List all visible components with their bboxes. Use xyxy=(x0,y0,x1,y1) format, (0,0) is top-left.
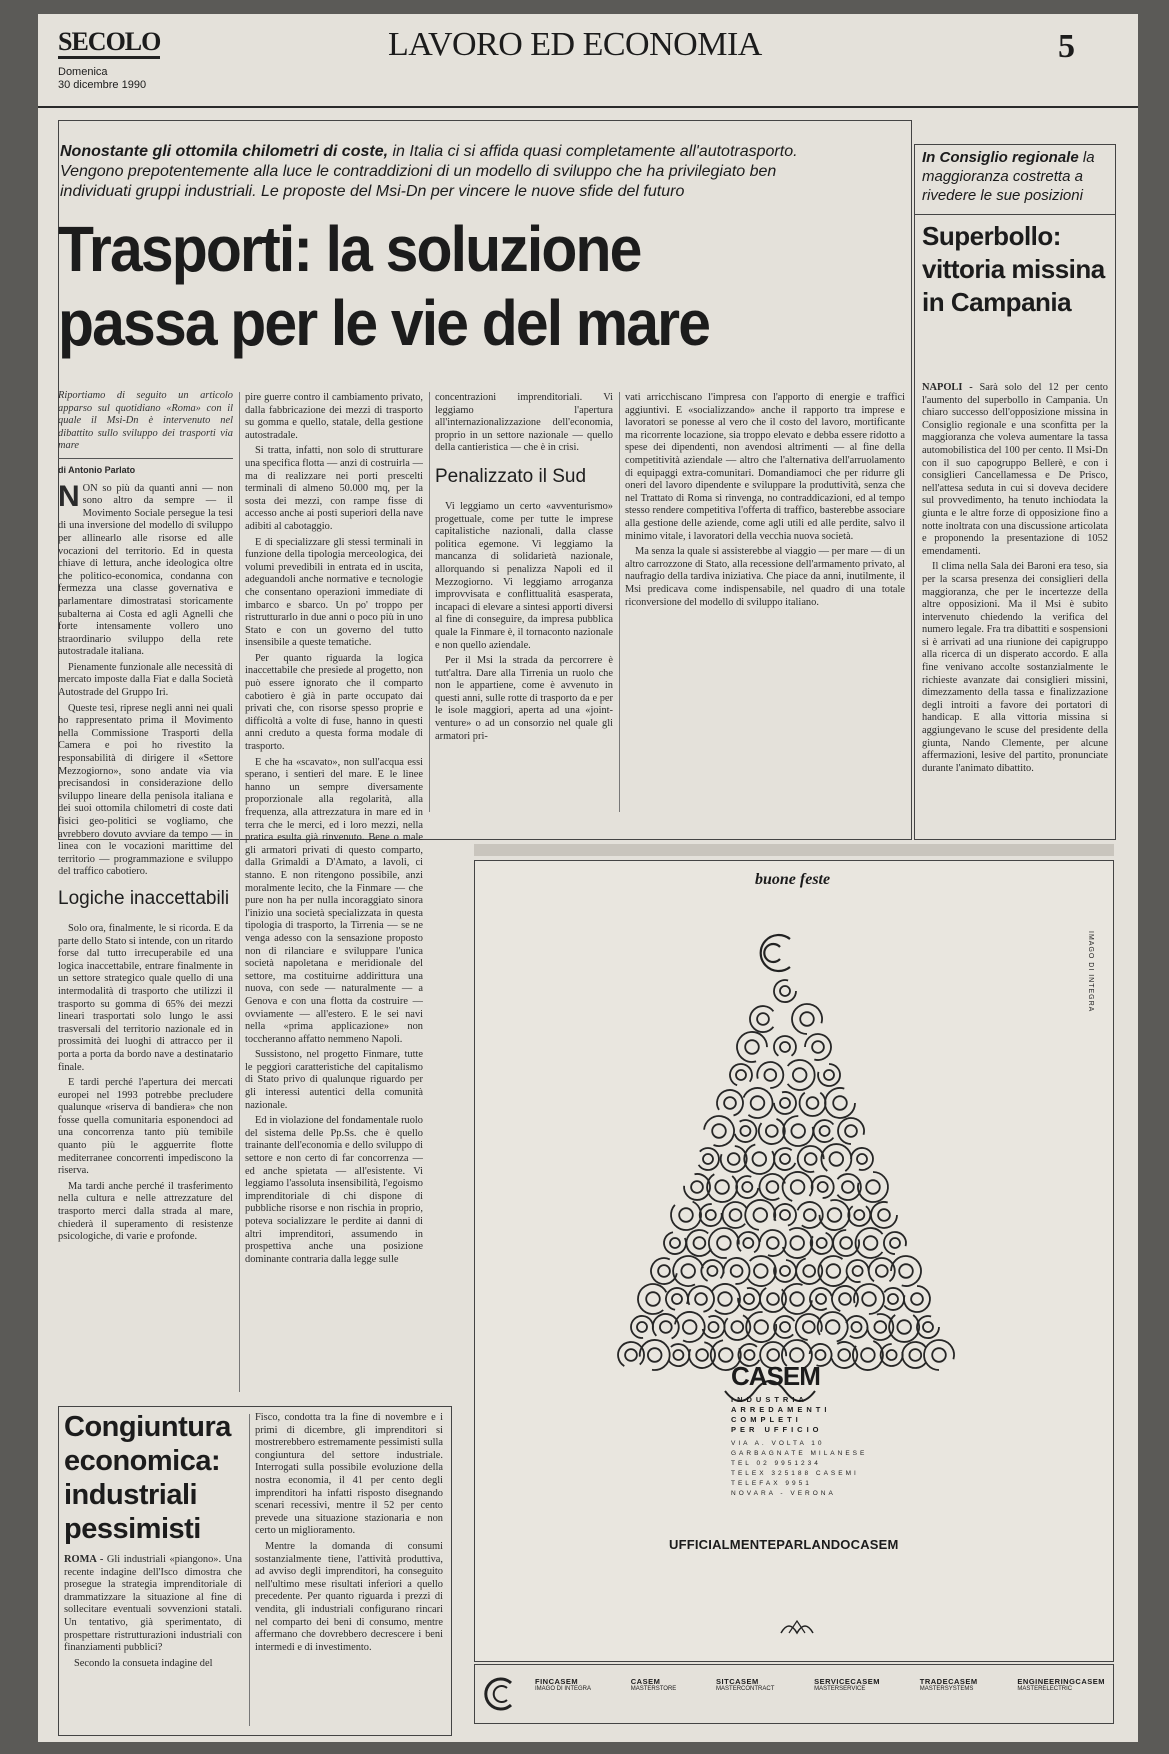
casem-tagline-1: INDUSTRIA xyxy=(731,1395,808,1404)
tree-illustration xyxy=(575,891,995,1431)
tree-c-shape xyxy=(881,1344,903,1366)
tree-c-shape xyxy=(757,1062,783,1088)
cong-col-1 xyxy=(64,1554,242,1730)
tree-ring xyxy=(754,1208,768,1222)
section-title: LAVORO ED ECONOMIA xyxy=(388,26,762,63)
tree-c-shape xyxy=(738,1288,760,1310)
tree-ring xyxy=(833,1096,847,1110)
tree-c-shape xyxy=(760,1230,786,1256)
tree-ring xyxy=(909,1349,921,1361)
footer-brand-4 xyxy=(920,1677,978,1692)
tree-c-shape xyxy=(721,1146,747,1172)
tree-ring xyxy=(764,1069,776,1081)
tree-ring xyxy=(805,1153,817,1165)
main-col-2-p5: Sussistono, nel progetto Finmare, tutte le peggiori caratteristiche del capitalismo di Stato privo di qualunque riguardo per gli interessi autentici della comunità nazionale. xyxy=(245,1049,423,1111)
footer-brands xyxy=(535,1677,1105,1692)
tree-ring xyxy=(888,1294,898,1304)
tree-ring xyxy=(803,1265,815,1277)
main-subhead-1: Logiche inaccettabili xyxy=(58,887,230,909)
tree-c-shape xyxy=(684,1174,710,1200)
footer-brand-0 xyxy=(535,1677,591,1692)
tree-ring xyxy=(817,1238,827,1248)
tree-c-shape xyxy=(851,1148,873,1170)
cong-p3: Mentre la domanda di consumi sostanzialmente tiene, l'attività produttiva, ad avviso degli imprenditori, ha conseguito nell'ultimo mese risultati inferiori a quello precedente. Per quanto riguarda i prezzi di vendita, gli industriali configurano rincari nel comparto dei beni di consumo, mentre affermano che dovrebbero decrescere i beni intermedi e di investimento. xyxy=(255,1540,443,1653)
tree-ring xyxy=(866,1180,880,1194)
tree-ring xyxy=(681,1264,695,1278)
tree-c-shape xyxy=(810,1288,832,1310)
tree-c-shapes xyxy=(618,980,954,1370)
tree-ring xyxy=(791,1180,805,1194)
casem-advertisement xyxy=(474,860,1114,1662)
tree-c-shape xyxy=(736,1176,758,1198)
footer-brand-1 xyxy=(631,1677,677,1692)
cong-p2: Fisco, condotta tra la fine di novembre e i primi di dicembre, gli imprenditori si mostrerebbero estremamente pessimisti sulla congiuntura del settore industriale. Interrogati sulla possibile evoluzione della nostra economia, il 41 per cento degli imprenditori ha infatti risposto disegnando scenari recessivi, mentre il 52 per cento prevede una situazione stazionaria e non certo un miglioramento. xyxy=(255,1412,443,1537)
tree-ring xyxy=(862,1292,876,1306)
footer-brand-1-sub: MASTERSTORE xyxy=(630,1686,677,1692)
issue-weekday: Domenica xyxy=(58,66,108,78)
tree-ring xyxy=(625,1349,637,1361)
casem-address-1: VIA A. VOLTA 10 xyxy=(731,1440,825,1447)
tree-ring xyxy=(730,1209,742,1221)
lead-rule xyxy=(58,458,233,459)
tree-ring xyxy=(731,1321,743,1333)
footer-brand-5 xyxy=(1017,1677,1105,1692)
tree-c-shape xyxy=(759,1174,785,1200)
dropcap: N xyxy=(58,479,80,513)
side-kicker-text: la maggioranza costretta a rivedere le sue posizioni xyxy=(922,149,1095,204)
newspaper-page xyxy=(38,14,1138,1742)
tree-ring xyxy=(780,986,790,996)
tree-c-shape xyxy=(812,1176,834,1198)
tree-ring xyxy=(731,1265,743,1277)
issue-full-date: 30 dicembre 1990 xyxy=(58,79,147,91)
main-col-1-p5: Ma tardi anche perché il trasferimento nella cultura e nelle attrezzature del trasporto merci dalla strada al mare, chiederà il superamento di resistenze psicologiche, di varie e profonde. xyxy=(58,1180,233,1243)
tree-c-shape xyxy=(884,1232,906,1254)
main-col-1-p4: E tardi perché l'apertura dei mercati europei nel 1993 potrebbe precludere qualunque «riserva di bandiera» che non fosse quella comunitaria esponendoci ad una concorrenza tanto più temibile quanto più le agguerrite flotte mediterranee concorrenti impediscono la riserva. xyxy=(58,1077,233,1177)
tree-ring xyxy=(670,1238,680,1248)
tree-c-shape xyxy=(666,1288,688,1310)
tree-c-shape xyxy=(671,1202,701,1230)
ad-ornament-icon xyxy=(777,1613,817,1639)
main-col-2-p0: pire guerre contro il cambiamento privato, dalla fabbricazione dei mezzi di trasporto su gomma e quello, statale, della gestione autostradale. xyxy=(245,392,423,441)
tree-ring xyxy=(932,1348,946,1362)
casem-tagline-4: PER UFFICIO xyxy=(731,1425,823,1434)
tree-ring xyxy=(861,1348,875,1362)
tree-ring xyxy=(887,1350,897,1360)
tree-c-shape xyxy=(774,1204,796,1226)
tree-ring xyxy=(646,1292,660,1306)
tree-c-shape xyxy=(811,1233,833,1254)
paper-name: SECOLO xyxy=(58,28,160,59)
casem-address-3: TEL 02 9951234 xyxy=(731,1460,821,1467)
main-col-3 xyxy=(435,392,613,817)
main-col-3-p1: Vi leggiamo un certo «avventurismo» progettuale, come per tutte le imprese capitalistiche nazionali, dalla classe politica egemone. Vi leggiamo la mancanza di solidarietà nazionale, allorquando si penalizza Napoli ed il Mezzogiorno. Vi leggiamo arroganza improvvisata e conflittualità esasperata, incapaci di elevare a sintesi apporti diversi al fine di conseguire, da impresa pubblica quale la Finmare è, il tornaconto nazionale e non quello aziendale. xyxy=(435,500,613,651)
tree-ring xyxy=(839,1293,851,1305)
tree-ring xyxy=(743,1238,753,1248)
tree-ring xyxy=(803,1321,815,1333)
casem-address-5: TELEFAX 9951 xyxy=(731,1480,812,1487)
tree-ring xyxy=(683,1320,697,1334)
tree-c-shape xyxy=(730,1064,752,1085)
tree-c-shape xyxy=(800,1093,826,1116)
col-rule-3 xyxy=(619,392,620,812)
tree-ring xyxy=(876,1265,888,1277)
tree-c-shape xyxy=(774,1260,796,1282)
tree-c-shape xyxy=(818,1064,840,1086)
tree-c-shape xyxy=(703,1316,725,1338)
tree-ring xyxy=(852,1322,862,1332)
tree-c-shape xyxy=(825,1088,855,1118)
footer-brand-4-name: TRADECASEM xyxy=(919,1677,978,1686)
tree-c-shape xyxy=(774,980,796,1002)
main-col-3-p0: concentrazioni imprenditoriali. Vi leggiamo l'apertura all'internazionalizzazione dell'economia, proprio in un settore nazionale — quello della cantieristica — che è in crisi. xyxy=(435,392,613,454)
tree-c-shape xyxy=(735,1120,757,1142)
tree-ring xyxy=(842,1181,854,1193)
tree-c-shape xyxy=(744,1088,773,1118)
tree-ring xyxy=(878,1209,890,1221)
tree-c-shape xyxy=(748,1256,776,1286)
tree-c-shape xyxy=(924,1340,954,1370)
main-col-2 xyxy=(245,392,423,1392)
tree-c-shape xyxy=(653,1314,679,1339)
tree-c-shape xyxy=(701,1260,723,1281)
main-headline-line1: Trasporti: la soluzione xyxy=(58,213,641,285)
casem-tagline-3: COMPLETI xyxy=(731,1415,802,1424)
tree-c-shape xyxy=(821,1144,851,1171)
cong-col-rule xyxy=(249,1414,250,1726)
tree-c-shape xyxy=(902,1342,925,1368)
tree-ring xyxy=(707,1266,717,1276)
tree-c-shape xyxy=(846,1316,867,1338)
casem-address xyxy=(731,1439,901,1499)
tree-ring xyxy=(717,1236,731,1250)
main-col-2-p2: E di specializzare gli stessi terminali in funzione della tipologia merceologica, dei volumi prevedibili in entrata ed in uscita, adeguandoli anche normative e tecnologie che consentano operazioni immediate di imbarco e sbarco. Un po' troppo per ristrutturarlo in due anni o poco più in uno Stato e con un governo del tutto insensibile a queste tematiche. xyxy=(245,536,423,649)
tree-ring xyxy=(818,1182,828,1192)
tree-ring xyxy=(791,1124,805,1138)
main-col-1-p0-text: ON so più da quanti anni — non sono altro da sempre — il Movimento Sociale persegue la tesi di una inversione del modello di sviluppo per allinearlo alle risorse ed alle vocazioni del territorio. Ed in questa chiave di lettura, anche ideologica oltre che politico-economica, condanna con fermezza una classe governativa e parlamentare dimostratasi storicamente subalterna ai Costa ed agli Agnelli che forte intensamente vollero uno straordinario sviluppo della rete autostradale italiana. xyxy=(58,482,233,658)
tree-ring xyxy=(691,1181,703,1193)
tree-c-shape xyxy=(744,1145,774,1174)
tree-c-shape xyxy=(871,1202,897,1228)
tree-ring xyxy=(728,1153,740,1165)
tree-c-shape xyxy=(792,1004,822,1034)
main-col-2-p6: Ed in violazione del fondamentale ruolo del sistema delle Pp.Ss. che è quello trainante dell'economia e dello sviluppo di settore e non certo di far concorrenza — ed anche spietata — all'esistente. Vi leggiamo l'assoluta insensibilità, l'egoismo imprenditoriale di chi dispone di pubbliche risorse e non rischia in proprio, poteva socializzare le perdite ai danni di altri imprenditori, assumendo in prospettiva anche una posizione dominante contraria dalla legge sulle xyxy=(245,1115,423,1265)
tree-c-shape xyxy=(631,1316,653,1338)
tree-ring xyxy=(824,1070,834,1080)
casem-address-2: GARBAGNATE MILANESE xyxy=(731,1450,868,1457)
casem-logo: CASEM xyxy=(731,1361,820,1391)
tree-c-shape xyxy=(745,1200,775,1230)
tree-c-shape xyxy=(774,1092,796,1114)
tree-ring xyxy=(793,1068,807,1082)
main-col-2-p1: Si tratta, infatti, non solo di strutturare una specifica flotta — anzi di costruirla — ma di realizzare nei porti prescelti terminali di almeno 50.000 mq, per la sosta dei mezzi, con rampe fisse di accesso anche ai posti superiori della nave adibiti al cabotaggio. xyxy=(245,445,423,532)
tree-ring xyxy=(816,1350,826,1360)
tree-ring xyxy=(820,1126,830,1136)
side-p1: Il clima nella Sala dei Baroni era teso, sia per la scarsa presenza dei consiglieri della maggioranza, che per le incertezze della altre opposizioni. Ma il Msi è subito intervenuto chiedendo la verifica del numero legale. Fra tra dibattiti e sospensioni si è arrivati ad una riunione dei capigruppo alla ricerca di un disperato accordo. E alla fine venivano accolte sostanzialmente le richieste avanzate dai consiglieri missini, dimezzamento della tassa e finalizzazione degli introiti a favore dei portatori di handicap. E alla vittoria missina si aggiungevano le scuse del presidente della giunta, Nando Clemente, per alcune affermazioni, lesive del partito, pronunciate durante l'animato dibattito. xyxy=(922,561,1108,774)
main-col-2-p3: Per quanto riguarda la logica inaccettabile che presiede al progetto, non può essere ignorato che il comparto cabotiero è già in parte occupato dai privati che, con risorse spesso proprie e difficoltà a volte di fuse, hanno in questi anni creduto a questa forma modale di trasporto. xyxy=(245,652,423,753)
casem-tagline-2: ARREDAMENTI xyxy=(731,1405,831,1414)
main-col-2-p4: E che ha «scavato», non sull'acqua essi sperano, i sentieri del mare. E le linee hanno un sempre diversamente proporzionale alla regolarità, alla frequenza, alla attrezzatura in mare ed in terra che le merci, ed i loro mezzi, nella pratica esulta già rinvenuto. Bene o male gli armatori privati di questo comparto, dalla Grimaldi a D'Amato, a lavoli, ci stanno. E non ritengono possibile, anzi moralmente lecito, che la Finmare — che pure non ha per nulla incoraggiato sinora l'inizio una società specializzata in questa tipologia di trasporto, la Tirrenia — se ne venga adesso con la sensazione proposto non di rilanciare e sviluppare l'unica società napoletana e meridionale del settore, ma costituirne addirittura una nuova, con sede — naturalmente — a Genova e con una flotta da costruire — ovviamente — all'estero. E le sei navi nella «prima applicazione» non toccheranno affatto nemmeno Napoli. xyxy=(245,756,423,1045)
side-headline: Superbollo: vittoria missina in Campania xyxy=(922,221,1105,317)
footer-brand-3-sub: MASTERSERVICE xyxy=(814,1686,866,1692)
tree-ring xyxy=(845,1125,857,1137)
ad-footer xyxy=(474,1664,1114,1724)
main-col-1-body xyxy=(58,479,233,879)
tree-ring xyxy=(679,1208,693,1222)
side-kicker xyxy=(922,148,1110,205)
col-rule-1 xyxy=(239,392,240,1392)
tree-c-shape xyxy=(699,1148,719,1170)
tree-c-shape xyxy=(798,1146,824,1172)
page-number: 5 xyxy=(1058,28,1075,65)
tree-ring xyxy=(753,1152,767,1166)
tree-c-shape xyxy=(688,1286,714,1312)
main-subhead-2: Penalizzato il Sud xyxy=(435,465,587,487)
tree-ring xyxy=(857,1154,867,1164)
tree-ring xyxy=(890,1238,900,1248)
side-kicker-bold: In Consiglio regionale xyxy=(922,149,1079,166)
tree-ring xyxy=(673,1350,683,1360)
tree-ring xyxy=(838,1349,850,1361)
main-col-1-p1: Pienamente funzionale alle necessità di mercato imposte dalla Fiat e dalla Società Autostrade del Gruppo Iri. xyxy=(58,661,233,699)
tree-ring xyxy=(766,1125,778,1137)
main-headline xyxy=(58,212,868,360)
main-byline: di Antonio Parlato xyxy=(58,464,136,475)
ad-slogan: UFFICIALMENTEPARLANDOCASEM xyxy=(669,1537,899,1552)
main-col-4-p0: vati arricchiscano l'impresa con l'apporto di energie e traffici aggiuntivi. E «socializzando» anche il rapporto tra imprese e lavoratori se ponesse al vero che il costo del lavoro, mortificante ma ricorrente locazione, sia troppo elevato e debba essere ridotto a spese dei dipendenti, non avendosi altrimenti — al fine della competitività aziendale — altro che l'alternativa dell'arruolamento di equipaggi extra-comunitari. Domandiamoci che per ridurre gli oneri del lavoro dipendente e sviluppare la produttività, senza che nel Trattato di Roma si rinvenga, no contraddicazioni, ed al tempo stesso rendere competitiva l'offerta di traffico, basterebbe associare alla gestione delle aziende, come agli utili ed alle perdite, salvo il minimo vitale, i lavoratori della vecchia nuova società. xyxy=(625,392,905,542)
tree-c-shape xyxy=(712,1284,740,1314)
tree-ring xyxy=(830,1152,844,1166)
tree-c-shape xyxy=(759,1119,785,1144)
main-col-1-p0 xyxy=(58,479,233,659)
tree-ring xyxy=(800,1012,814,1026)
footer-brand-0-name: FINCASEM xyxy=(535,1677,579,1686)
tree-ring xyxy=(757,1013,769,1025)
footer-brand-4-sub: MASTERSYSTEMS xyxy=(919,1686,974,1692)
tree-ring xyxy=(828,1208,842,1222)
side-rule xyxy=(914,214,1116,215)
tree-c-shape xyxy=(717,1090,743,1116)
tree-ring xyxy=(724,1097,736,1109)
tree-ring xyxy=(751,1096,765,1110)
casem-c-logo-icon xyxy=(481,1675,519,1713)
tree-ring xyxy=(899,1264,913,1278)
tree-c-shape xyxy=(737,1232,759,1252)
main-col-3-p2: Per il Msi la strada da percorrere è tutt'altra. Dare alla Tirrenia un ruolo che non le appartiene, come è avvenuto in questi anni, sulle rotte di trasporto da e per le isole maggiori, aperta ad una «joint-venture» o ad un consorzio nel quale gli armatori pri- xyxy=(435,655,613,742)
tree-c-shape xyxy=(783,1228,812,1258)
masthead-rule xyxy=(38,106,1138,108)
tree-ring xyxy=(780,1042,790,1052)
tree-ring xyxy=(745,1350,755,1360)
tree-ring xyxy=(923,1322,933,1332)
footer-brand-5-name: ENGINEERINGCASEM xyxy=(1017,1677,1105,1686)
footer-brand-1-name: CASEM xyxy=(630,1677,661,1686)
footer-brand-3 xyxy=(814,1677,880,1692)
main-col-1-p3: Solo ora, finalmente, le si ricorda. E da parte dello Stato si intende, con un ritardo forse dal tutto irrecuperabile ed una logica inaccettabile, entrare finalmente in un settore strategico quale quello di una intermodalità di trasporto che utilizzi il trasporto su gomma di 65% dei mezzi lineari trasportati solo lungo le assi trasversali del territorio nazionale ed in prossimità dei luoghi di attracco per il porta a porta da bordo nave a destinatario finale. xyxy=(58,922,233,1073)
tree-c-shape xyxy=(707,1174,737,1202)
tree-c-shape xyxy=(783,1116,813,1146)
footer-brand-2 xyxy=(716,1677,774,1692)
tree-c-shape xyxy=(904,1286,930,1312)
side-body xyxy=(922,382,1108,832)
tree-c-shape xyxy=(805,1034,831,1060)
tree-ring xyxy=(790,1236,804,1250)
main-lead: Riportiamo di seguito un articolo apparso sul quotidiano «Roma» con il quale il Msi-Dn è intervenuto nel dibattito sullo sviluppo dei trasporti via mare xyxy=(58,390,233,452)
tree-c-shape xyxy=(847,1260,869,1282)
tree-ring xyxy=(897,1320,911,1334)
main-col-1 xyxy=(58,390,233,1400)
cong-dateline: ROMA - xyxy=(64,1554,104,1565)
tree-ring xyxy=(648,1348,662,1362)
tree-ring xyxy=(744,1294,754,1304)
tree-ring xyxy=(816,1294,826,1304)
col-rule-2 xyxy=(429,392,430,812)
tree-ring xyxy=(715,1180,729,1194)
tree-c-shape xyxy=(723,1202,747,1228)
tree-c-shape xyxy=(788,1060,815,1090)
tree-c-shape xyxy=(709,1228,739,1258)
tree-ring xyxy=(840,1237,852,1249)
tree-ring xyxy=(780,1210,790,1220)
main-col-4 xyxy=(625,392,905,817)
tree-ring xyxy=(696,1349,708,1361)
casem-address-6: NOVARA - VERONA xyxy=(731,1490,836,1497)
tree-ring xyxy=(767,1237,779,1249)
issue-date xyxy=(58,66,146,92)
tree-c-shape xyxy=(838,1118,864,1144)
main-col-4-p1: Ma senza la quale si assisterebbe al viaggio — per mare — di un altro carrozzone di Stato, alla recessione dell'armamento privato, al naufragio della tardiva iniziativa. Che piace da anni, inutilmente, il Msi predicava come indispensabile, nel quadro di una totale riconversione del modello di sviluppo italiano. xyxy=(625,546,905,608)
tree-ring xyxy=(780,1322,790,1332)
ad-credit: IMAGO DI INTEGRA xyxy=(1087,931,1094,1013)
tree-ring xyxy=(660,1321,672,1333)
tree-ring xyxy=(767,1181,779,1193)
tree-c-shape xyxy=(664,1232,686,1254)
tree-c-shape xyxy=(917,1316,939,1338)
cong-p0 xyxy=(64,1554,242,1655)
tree-ring xyxy=(706,1210,716,1220)
tree-ring xyxy=(767,1349,779,1361)
tree-ring xyxy=(672,1294,682,1304)
tree-ring xyxy=(719,1348,733,1362)
tree-ring xyxy=(853,1266,863,1276)
footer-brand-3-name: SERVICECASEM xyxy=(814,1677,881,1686)
tree-c-shape xyxy=(750,1006,773,1032)
tree-ring xyxy=(712,1124,726,1138)
tree-ring xyxy=(790,1348,804,1362)
tree-ring xyxy=(703,1154,713,1164)
tree-ring xyxy=(804,1209,816,1221)
main-headline-line2: passa per le vie del mare xyxy=(58,287,710,359)
tree-c-shape xyxy=(704,1116,734,1146)
cong-col-2 xyxy=(255,1412,443,1730)
tree-ring xyxy=(658,1265,670,1277)
tree-ring xyxy=(826,1320,840,1334)
side-dateline: NAPOLI - xyxy=(922,382,973,393)
tree-ring xyxy=(807,1097,819,1109)
main-kicker xyxy=(60,142,850,202)
footer-brand-0-sub: IMAGO DI INTEGRA xyxy=(535,1686,592,1692)
ad-greeting: buone feste xyxy=(755,871,831,888)
tree-c-shape xyxy=(783,1172,813,1201)
tree-ring xyxy=(736,1070,746,1080)
tree-c-shape xyxy=(858,1172,888,1202)
cong-headline: Congiuntura economica: industriali pessimisti xyxy=(64,1411,231,1545)
cong-p0-text: Gli industriali «piangono». Una recente indagine dell'Isco dimostra che prosegue la strategia imprenditoriale di drammatizzare la situazione al fine di sollecitare eventuali sovvenzioni statali. Un tentativo, già sperimentato, di prospettare ristrutturazioni industriali con finanziamenti pubblici? xyxy=(64,1554,242,1654)
tree-ring xyxy=(745,1040,759,1054)
footer-brand-2-name: SITCASEM xyxy=(716,1677,759,1686)
main-col-1-p2: Queste tesi, riprese negli anni nei quali ho rappresentato prima il Movimento nella Commissione Trasporti della Camera e poi ho rivestito la responsabilità di dirigere il «Settore Mezzogiorno», sono andate via via precisandosi in considerazione dello sviluppo lineare della penisola italiana e dei suoi ottomila chilometri di coste dati fisici geo-politici se vogliamo, che avrebbero dovuto avviare da tempo — in linea con le vocazioni marittime del territorio — programmazione e sviluppo del traffico cabotiero. xyxy=(58,702,233,878)
tree-ring xyxy=(694,1237,706,1249)
tree-c-shape xyxy=(638,1284,666,1314)
tree-ring xyxy=(780,1098,790,1108)
footer-brand-2-sub: MASTERCONTRACT xyxy=(716,1686,775,1692)
tree-c-shape xyxy=(673,1256,703,1286)
tree-ring xyxy=(780,1266,790,1276)
tree-c-shape xyxy=(737,1032,767,1062)
tree-ring xyxy=(742,1182,752,1192)
tree-ring xyxy=(780,1154,790,1164)
tree-ring xyxy=(854,1210,864,1220)
side-p0 xyxy=(922,382,1108,558)
tree-ring xyxy=(718,1292,732,1306)
tree-ring xyxy=(911,1293,923,1305)
tree-c-shape xyxy=(669,1344,690,1366)
tree-ring xyxy=(827,1264,841,1278)
main-kicker-text: in Italia ci si affida quasi completamente all'autotrasporto. Vengono prepotentemente alla luce le contraddizioni di un modello di sviluppo che ha privilegiato ben individuati gruppi industriali. Le proposte del Msi-Dn per vincere le nuove sfide del futuro xyxy=(60,143,798,200)
tree-ring xyxy=(740,1126,750,1136)
casem-address-4: TELEX 325188 CASEMI xyxy=(731,1470,859,1477)
footer-brand-5-sub: MASTERELECTRIC xyxy=(1017,1686,1073,1692)
tree-c-shape xyxy=(819,1200,849,1230)
main-kicker-bold: Nonostante gli ottomila chilometri di coste, xyxy=(60,143,389,160)
tree-ring xyxy=(874,1321,886,1333)
tree-c-shape xyxy=(700,1204,722,1226)
tree-ring xyxy=(754,1320,768,1334)
side-p0-text: Sarà solo del 12 per cento l'aumento del superbollo in Campania. Un chiaro successo dell'opposizione missina in Consiglio regionale e una sconfitta per la maggioranza che voleva aumentare la tassa automobilistica del 100 per cento. Il Msi-Dn con il suo capogruppo Bellerè, e con i consiglieri Cancellamessa e De Prisco, nell'attesa seduta in cui si doveva decidere sul provvedimento, ha tenuto inchiodata la giunta e le altre forze di opposizione fino a notte inoltrata con una discussione articolata e proponendo la presentazione di 1052 emendamenti. xyxy=(922,382,1108,557)
tree-ring xyxy=(812,1041,824,1053)
tree-ring xyxy=(695,1293,707,1305)
tree-ring xyxy=(637,1322,647,1332)
tree-c-shape xyxy=(724,1258,750,1284)
tree-c-shape xyxy=(774,1148,795,1170)
ad-top-band xyxy=(474,844,1114,856)
tree-ring xyxy=(754,1264,768,1278)
tree-ring xyxy=(790,1292,804,1306)
tree-ring xyxy=(709,1322,719,1332)
casem-tagline xyxy=(731,1395,881,1435)
tree-c-shape xyxy=(686,1230,711,1256)
tree-ring xyxy=(864,1236,878,1250)
cong-p1: Secondo la consueta indagine del xyxy=(74,1657,213,1669)
tree-ring xyxy=(767,1293,779,1305)
